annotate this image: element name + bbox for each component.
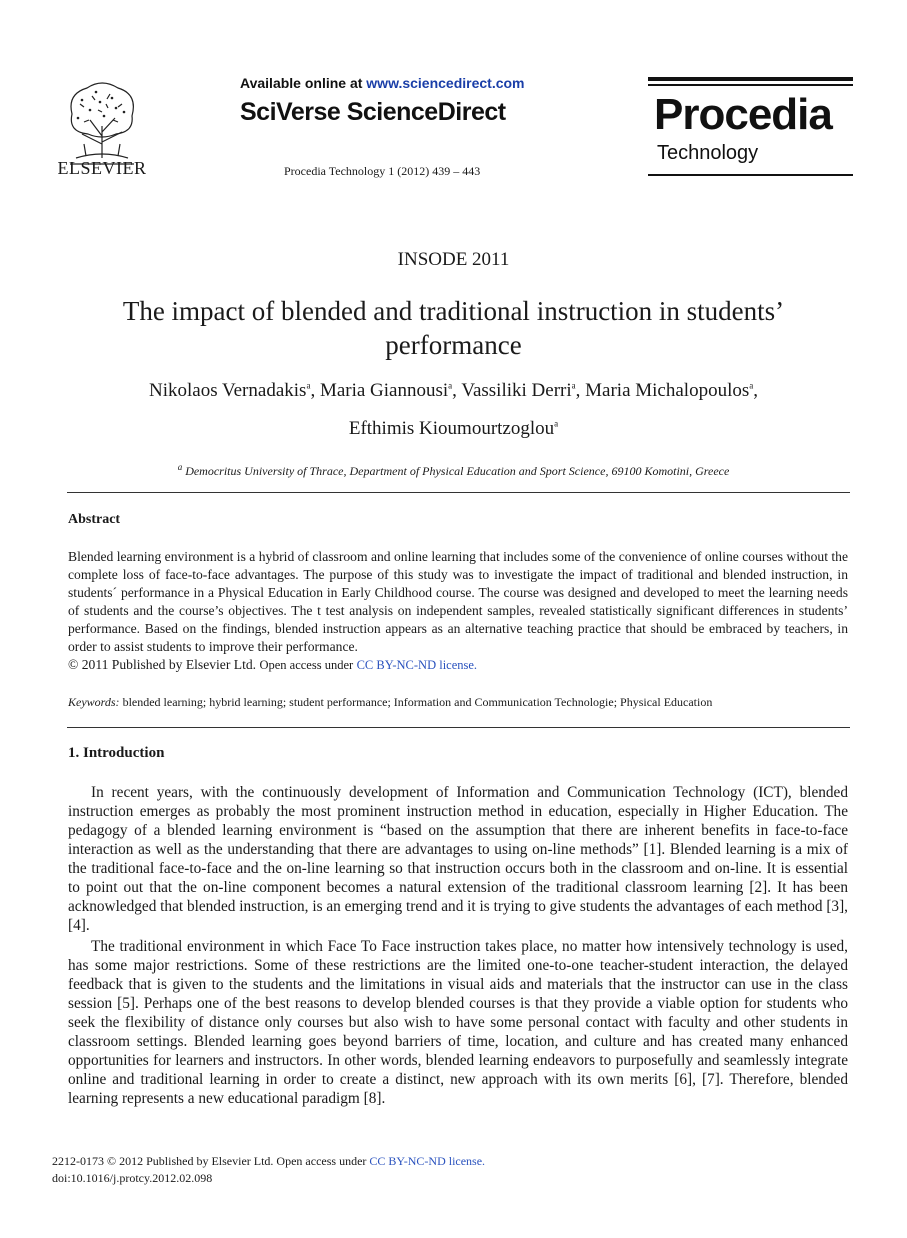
availability-line: [240, 75, 525, 91]
journal-top-rule-thin: [648, 84, 853, 86]
affiliation: [0, 462, 907, 479]
body-paragraph: The traditional environment in which Face To Face instruction takes place, no matter how intensively technology is used, has some major restrictions. Some of these restrictions are the limited one-to-one teacher-student interaction, the delayed feedback that is given to the students and the limitations in visual aids and materials that the instructor can use in the class session [5]. Perhaps one of the best reasons to develop blended courses is that they provide a viable option for students who seek the flexibility of distance only courses but also wish to have some personal contact with faculty and other students in classroom settings. Blended learning goes beyond barriers of time, location, and culture and has created many enhanced opportunities for learners and instructors. In other words, blended learning endeavors to purposefully and seamlessly integrate online and traditional learning in order to create a distinct, new approach with its own merits [6], [7]. Therefore, blended learning represents a new educational paradigm [8].: [68, 938, 848, 1107]
section-heading: 1. Introduction: [68, 745, 165, 761]
abstract-bottom-rule: [67, 727, 850, 728]
body-paragraph: In recent years, with the continuously development of Information and Communication Technology (ICT), blended instruction emerges as probably the most prominent instruction method in education, especially in Higher Education. The pedagogy of a blended learning environment is “based on the assumption that there are inherent benefits in face-to-face interaction as well as the understanding that there are advantages to using on-line methods” [1]. Blended learning is a mix of the traditional face-to-face and the on-line learning so that instruction occurs both in the classroom and on-line. It is essential to point out that the on-line component becomes a natural extension of the traditional classroom learning [2]. It has been acknowledged that blended instruction, is an emerging trend and it is trying to give students the advantages of each method [3], [4].: [68, 784, 848, 934]
paper-title: The impact of blended and traditional instruction in students’ performance: [122, 296, 785, 360]
affiliation-text: Democritus University of Thrace, Department of Physical Education and Sport Science, 69100 Komotini, Greece: [185, 464, 730, 478]
issn-text: 2212-0173 © 2012 Published by Elsevier Ltd. Open access under: [52, 1154, 367, 1168]
author-name: Maria Giannousi: [319, 380, 449, 401]
author-name: Nikolaos Vernadakis: [149, 380, 307, 401]
author-name: Maria Michalopoulos: [585, 380, 750, 401]
author-separator: ,: [753, 380, 758, 401]
author-name: Efthimis Kioumourtzoglou: [348, 418, 555, 439]
abstract-text: Blended learning environment is a hybrid of classroom and online learning that includes some of the convenience of online courses without the complete loss of face-to-face advantages. The purpose of this study was to investigate the impact of traditional and blended instruction, in students´ performance in a Physical Education in Early Childhood course. The course was designed and developed to meet the learning needs of students and the course’s objectives. The t test analysis on independent samples, revealed statistically significant differences in students’ performance. Based on the findings, blended instruction appears as an alternative teaching practice that should be embraced by teachers, in order to assist students to improve their performance.: [68, 549, 848, 654]
journal-top-rule: [648, 77, 853, 81]
copyright-text: © 2011 Published by Elsevier Ltd.: [68, 657, 257, 672]
author-separator: ,: [310, 380, 320, 401]
platform-name: SciVerse ScienceDirect: [240, 98, 506, 126]
author-affiliation-mark: a: [554, 418, 559, 429]
author-affiliation-mark: a: [749, 380, 754, 391]
conference-name: INSODE 2011: [397, 249, 510, 270]
author-affiliation-mark: a: [306, 380, 311, 391]
keywords-text: blended learning; hybrid learning; student performance; Information and Communication Technologie; Physical Education: [122, 695, 713, 709]
journal-bottom-rule: [648, 174, 853, 176]
author-list-line-2: [0, 418, 907, 440]
author-affiliation-mark: a: [571, 380, 576, 391]
footer-license-link[interactable]: CC BY-NC-ND license.: [369, 1154, 486, 1168]
abstract-top-rule: [67, 492, 850, 493]
author-affiliation-mark: a: [448, 380, 453, 391]
author-name: Vassiliki Derri: [461, 380, 572, 401]
journal-reference: Procedia Technology 1 (2012) 439 – 443: [284, 164, 481, 178]
license-link[interactable]: CC BY-NC-ND license.: [356, 658, 478, 672]
keywords-label: Keywords:: [68, 695, 120, 709]
author-separator: ,: [575, 380, 586, 401]
affiliation-mark: a: [177, 462, 183, 472]
sciencedirect-link[interactable]: www.sciencedirect.com: [366, 75, 525, 91]
abstract-heading: Abstract: [68, 512, 121, 527]
author-separator: ,: [452, 380, 462, 401]
journal-name: Procedia: [654, 90, 832, 139]
keywords-line: [68, 695, 712, 710]
availability-prefix: Available online at: [240, 75, 367, 91]
footer-doi: doi:10.1016/j.protcy.2012.02.098: [52, 1171, 213, 1185]
author-list-line-1: [0, 380, 907, 402]
publisher-name: ELSEVIER: [57, 158, 147, 178]
journal-subtitle: Technology: [657, 142, 759, 164]
footer-issn-line: [52, 1154, 485, 1169]
open-access-text: Open access under: [259, 658, 354, 672]
copyright-line: [68, 657, 477, 673]
